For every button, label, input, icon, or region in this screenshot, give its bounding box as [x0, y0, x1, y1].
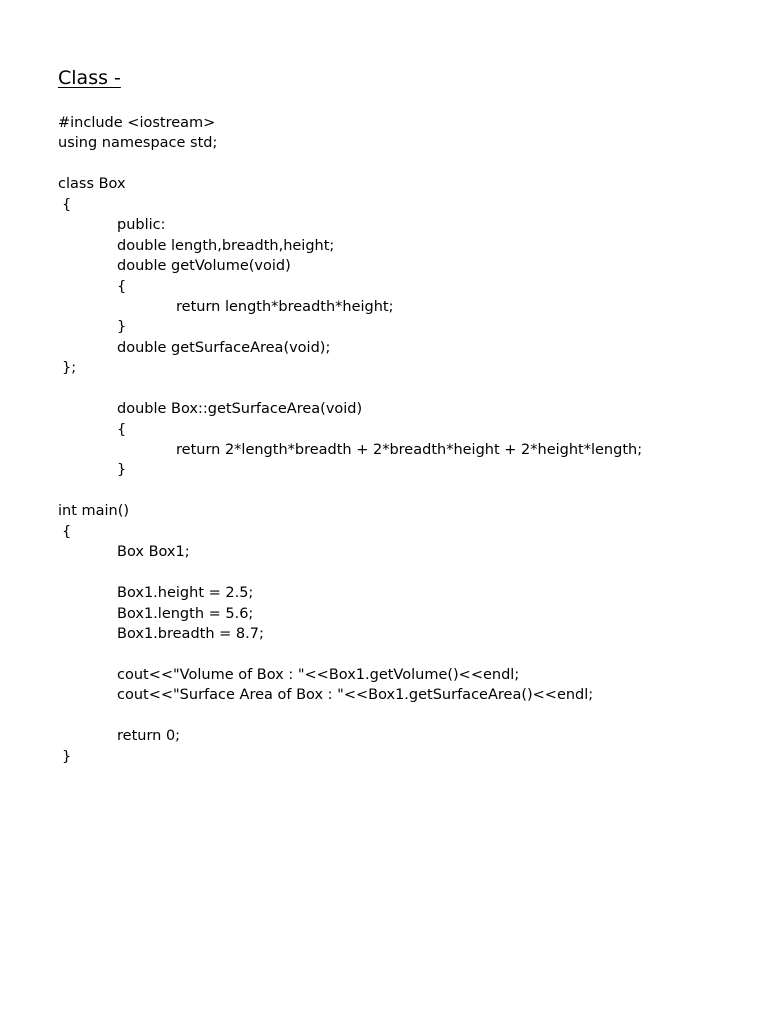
- code-line: public:: [117, 217, 166, 234]
- code-line: double length,breadth,height;: [117, 237, 335, 254]
- code-line: double getVolume(void): [117, 258, 291, 275]
- code-line: #include <iostream>: [58, 115, 216, 131]
- code-line: }: [117, 462, 127, 479]
- code-line: using namespace std;: [58, 135, 218, 152]
- code-line: Box1.breadth = 8.7;: [117, 625, 264, 642]
- code-line: double Box::getSurfaceArea(void): [117, 401, 363, 418]
- code-line: {: [62, 523, 72, 540]
- blank-line: [58, 563, 748, 583]
- code-line: }: [62, 748, 72, 765]
- page-title: Class -: [58, 67, 121, 89]
- code-line: class Box: [58, 176, 126, 193]
- blank-line: [58, 481, 748, 501]
- code-block: [58, 113, 748, 767]
- blank-line: [58, 706, 748, 726]
- code-line: Box1.length = 5.6;: [117, 605, 254, 622]
- code-line: double getSurfaceArea(void);: [117, 339, 331, 356]
- code-line: Box Box1;: [117, 544, 190, 561]
- code-line: cout<<"Volume of Box : "<<Box1.getVolume()<<endl;: [117, 666, 520, 683]
- code-line: };: [62, 360, 77, 377]
- blank-line: [58, 379, 748, 399]
- code-line: return 2*length*breadth + 2*breadth*height + 2*height*length;: [176, 442, 643, 458]
- code-line: }: [117, 319, 127, 336]
- blank-line: [58, 154, 748, 174]
- code-line: Box1.height = 2.5;: [117, 585, 254, 602]
- code-line: {: [117, 278, 127, 295]
- code-line: int main(): [58, 503, 130, 520]
- blank-line: [58, 644, 748, 664]
- code-line: cout<<"Surface Area of Box : "<<Box1.getSurfaceArea()<<endl;: [117, 687, 594, 704]
- code-line: {: [62, 196, 72, 213]
- code-line: return 0;: [117, 728, 181, 745]
- code-line: return length*breadth*height;: [176, 298, 394, 315]
- code-line: {: [117, 421, 127, 438]
